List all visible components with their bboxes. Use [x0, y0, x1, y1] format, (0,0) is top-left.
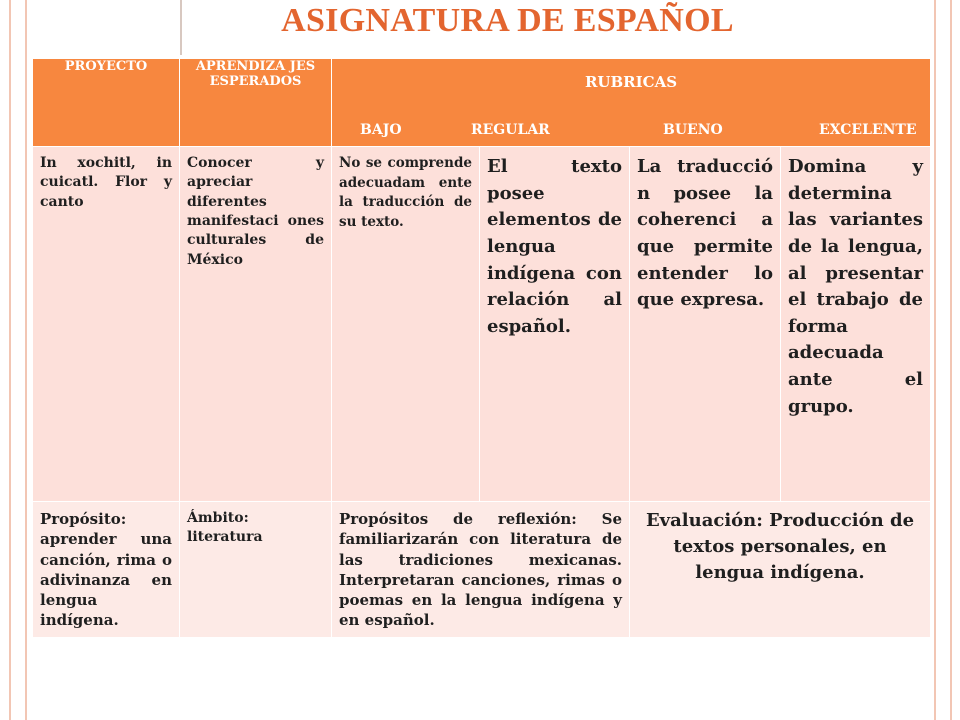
cell-evaluacion: Evaluación: Producción de textos personales, en lengua indígena. — [630, 502, 931, 638]
right-decorative-line — [950, 0, 952, 720]
rubricas-title: RUBRICAS — [584, 73, 678, 91]
cell-bueno: La traducció n posee la coherenci a que permite entender lo que expresa. — [630, 147, 781, 502]
cell-ambito: Ámbito: literatura — [180, 502, 332, 638]
rubric-table — [32, 58, 931, 638]
header-aprendizajes: APRENDIZA JES ESPERADOS — [180, 59, 332, 147]
cell-reflexion: Propósitos de reflexión: Se familiarizarán con literatura de las tradiciones mexicanas. Interpretaran canciones, rimas o poemas en la lengua indígena y en español. — [332, 502, 630, 638]
table-row — [33, 502, 931, 638]
right-decorative-line-inner — [934, 0, 936, 720]
header-proyecto: PROYECTO — [33, 59, 180, 147]
left-decorative-line — [9, 0, 11, 720]
level-excelente: EXCELENTE — [819, 122, 917, 138]
cell-excelente: Domina y determina las variantes de la lengua, al presentar el trabajo de forma adecuada ante el grupo. — [781, 147, 931, 502]
cell-proyecto: In xochitl, in cuicatl. Flor y canto — [33, 147, 180, 502]
cell-bajo: No se comprende adecuadam ente la traducción de su texto. — [332, 147, 480, 502]
left-decorative-line-inner — [25, 0, 27, 720]
table-row — [33, 147, 931, 502]
slide-title: ASIGNATURA DE ESPAÑOL — [281, 2, 734, 39]
level-bajo: BAJO — [360, 122, 402, 138]
cell-aprendizajes: Conocer y apreciar diferentes manifestaci ones culturales de México — [180, 147, 332, 502]
cell-proposito: Propósito: aprender una canción, rima o adivinanza en lengua indígena. — [33, 502, 180, 638]
header-rubricas — [332, 59, 931, 147]
header-row — [33, 59, 931, 147]
cell-regular: El texto posee elementos de lengua indígena con relación al español. — [480, 147, 630, 502]
level-regular: REGULAR — [471, 122, 550, 138]
level-bueno: BUENO — [663, 122, 723, 138]
